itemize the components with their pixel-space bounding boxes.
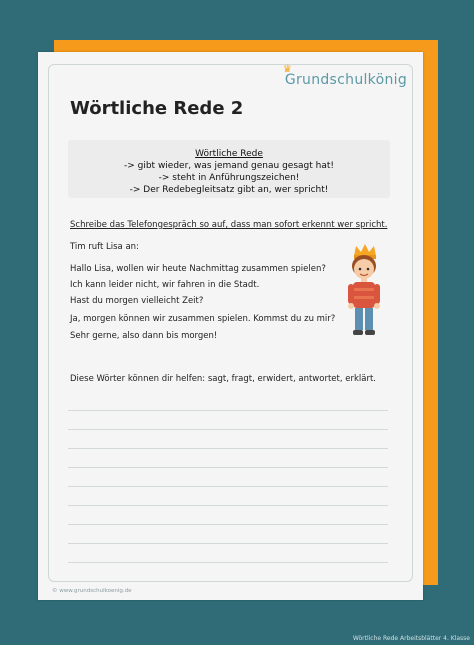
dialog-line: Ich kann leider nicht, wir fahren in die Stadt.: [70, 280, 260, 290]
rule-line: -> Der Redebegleitsatz gibt an, wer spricht!: [129, 185, 329, 195]
rule-box: [68, 140, 390, 198]
writing-line: [68, 448, 388, 449]
helper-words: Diese Wörter können dir helfen: sagt, fragt, erwidert, antwortet, erklärt.: [70, 374, 376, 384]
rule-line: -> gibt wieder, was jemand genau gesagt hat!: [123, 161, 334, 171]
dialog-line: Hast du morgen vielleicht Zeit?: [70, 296, 204, 306]
worksheet-page: [38, 52, 423, 600]
dialog-line: Sehr gerne, also dann bis morgen!: [70, 331, 218, 341]
writing-line: [68, 467, 388, 468]
writing-line: [68, 429, 388, 430]
dialog-intro: Tim ruft Lisa an:: [70, 242, 139, 252]
writing-line: [68, 524, 388, 525]
rule-heading: Wörtliche Rede: [195, 149, 263, 159]
footer-url: © www.grundschulkoenig.de: [52, 588, 132, 594]
brand-logo: [282, 64, 407, 88]
dialog-line: Ja, morgen können wir zusammen spielen. Kommst du zu mir?: [70, 314, 336, 324]
writing-line: [68, 486, 388, 487]
task-instruction: Schreibe das Telefongespräch so auf, dass man sofort erkennt wer spricht.: [70, 220, 388, 230]
worksheet-title: Wörtliche Rede 2: [70, 98, 244, 119]
writing-line: [68, 562, 388, 563]
rule-line: -> steht in Anführungszeichen!: [158, 173, 300, 183]
writing-line: [68, 505, 388, 506]
image-caption: Wörtliche Rede Arbeitsblätter 4. Klasse: [352, 635, 470, 642]
crown-icon: ♛: [282, 64, 293, 75]
brand-name: Grundschulkönig: [284, 72, 407, 88]
writing-line: [68, 543, 388, 544]
dialog-line: Hallo Lisa, wollen wir heute Nachmittag zusammen spielen?: [70, 264, 326, 274]
writing-line: [68, 410, 388, 411]
boy-with-crown-illustration: [340, 242, 388, 338]
